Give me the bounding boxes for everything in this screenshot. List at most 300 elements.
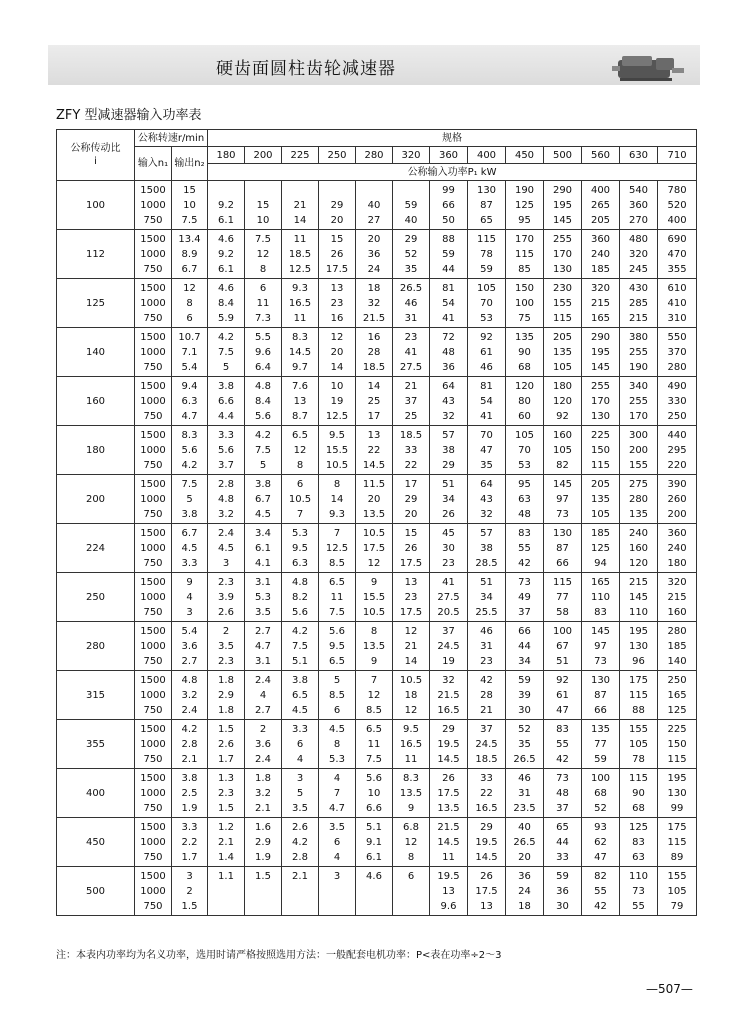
power-value: 255 bbox=[628, 347, 649, 358]
output-speed: 3.3 bbox=[181, 558, 198, 569]
ratio-group-280 bbox=[57, 622, 697, 671]
power-value: 4 bbox=[333, 852, 341, 863]
power-value: 255 bbox=[628, 396, 649, 407]
power-value: 8.4 bbox=[218, 298, 234, 309]
power-value: 4.5 bbox=[329, 724, 345, 735]
power-value: 92 bbox=[556, 675, 569, 686]
power-value: 105 bbox=[552, 362, 573, 373]
power-value: 59 bbox=[480, 264, 493, 275]
size-header-500: 500 bbox=[544, 147, 582, 164]
power-value: 29 bbox=[404, 494, 418, 505]
power-value: 2.3 bbox=[218, 788, 234, 799]
power-value: 285 bbox=[628, 298, 649, 309]
power-value: 5.6 bbox=[292, 607, 308, 618]
power-value: 3.5 bbox=[218, 641, 234, 652]
power-value: 380 bbox=[628, 332, 649, 343]
power-value: 73 bbox=[632, 886, 645, 897]
output-speed: 8.3 bbox=[181, 430, 198, 441]
power-value: 100 bbox=[590, 773, 611, 784]
power-value: 28 bbox=[367, 347, 381, 358]
power-value: 8.2 bbox=[292, 592, 308, 603]
power-value: 215 bbox=[628, 313, 649, 324]
power-value: 130 bbox=[476, 185, 497, 196]
power-value: 130 bbox=[667, 788, 687, 799]
power-value: 14.5 bbox=[475, 852, 498, 863]
power-value: 20 bbox=[404, 509, 418, 520]
power-value: 15 bbox=[256, 200, 270, 211]
power-value: 14 bbox=[330, 494, 344, 505]
power-value: 79 bbox=[670, 901, 684, 912]
power-value: 46 bbox=[518, 773, 531, 784]
power-value: 240 bbox=[628, 528, 649, 539]
input-speed: 750 bbox=[143, 509, 163, 520]
power-value: 540 bbox=[628, 185, 649, 196]
power-value: 275 bbox=[628, 479, 649, 490]
power-value: 4.5 bbox=[218, 543, 234, 554]
power-value: 6.6 bbox=[366, 803, 382, 814]
power-value: 29 bbox=[480, 822, 493, 833]
power-value: 73 bbox=[556, 773, 569, 784]
power-value: 130 bbox=[552, 264, 573, 275]
power-header: 公称输入功率P₁ kW bbox=[208, 164, 697, 181]
power-value: 170 bbox=[514, 234, 535, 245]
power-value: 3.8 bbox=[255, 479, 271, 490]
output-speed: 2.1 bbox=[181, 754, 198, 765]
output-speed: 8 bbox=[186, 298, 193, 309]
power-value: 11 bbox=[367, 739, 381, 750]
power-value: 15 bbox=[404, 528, 418, 539]
power-value bbox=[319, 884, 355, 899]
power-value: 6.4 bbox=[255, 362, 271, 373]
power-value: 8.4 bbox=[255, 396, 271, 407]
power-value: 47 bbox=[556, 705, 569, 716]
power-value: 3.3 bbox=[218, 430, 234, 441]
power-value: 130 bbox=[552, 528, 573, 539]
power-value: 8.7 bbox=[292, 411, 308, 422]
power-value: 100 bbox=[552, 626, 573, 637]
output-speed: 1.9 bbox=[181, 803, 198, 814]
power-value: 3 bbox=[222, 558, 230, 569]
power-value: 9 bbox=[407, 803, 415, 814]
power-value: 8 bbox=[370, 626, 378, 637]
power-value: 13 bbox=[404, 577, 418, 588]
power-value: 83 bbox=[518, 528, 531, 539]
power-value: 25.5 bbox=[475, 607, 498, 618]
power-value: 150 bbox=[667, 739, 687, 750]
power-value: 115 bbox=[552, 577, 573, 588]
ratio-group-500 bbox=[57, 867, 697, 916]
power-value: 53 bbox=[518, 460, 531, 471]
power-value: 9.1 bbox=[366, 837, 382, 848]
power-value: 94 bbox=[594, 558, 607, 569]
power-value: 14.5 bbox=[288, 347, 312, 358]
ratio-value: 450 bbox=[57, 818, 135, 867]
power-value: 54 bbox=[480, 396, 493, 407]
power-value: 2.4 bbox=[218, 528, 234, 539]
power-value: 13.5 bbox=[399, 788, 423, 799]
power-value: 4 bbox=[333, 773, 341, 784]
power-value: 195 bbox=[590, 347, 611, 358]
power-value: 2.6 bbox=[218, 739, 234, 750]
power-value: 83 bbox=[632, 837, 645, 848]
power-value: 1.3 bbox=[218, 773, 234, 784]
power-value: 51 bbox=[480, 577, 493, 588]
power-value: 18.5 bbox=[399, 430, 423, 441]
power-value: 99 bbox=[442, 185, 455, 196]
power-value: 19 bbox=[330, 396, 344, 407]
title-banner bbox=[48, 45, 700, 85]
power-value: 24 bbox=[367, 264, 381, 275]
power-value: 9.2 bbox=[218, 249, 234, 260]
power-value: 12 bbox=[404, 837, 418, 848]
power-value: 360 bbox=[628, 200, 649, 211]
size-header-280: 280 bbox=[356, 147, 393, 164]
power-value: 50 bbox=[442, 215, 455, 226]
power-value: 260 bbox=[667, 494, 687, 505]
power-value: 81 bbox=[442, 283, 455, 294]
power-value: 67 bbox=[556, 641, 569, 652]
reducer-product-image bbox=[612, 54, 684, 82]
input-speed: 1000 bbox=[140, 543, 166, 554]
power-value: 38 bbox=[442, 445, 455, 456]
power-value: 37 bbox=[442, 626, 455, 637]
power-value: 780 bbox=[667, 185, 687, 196]
power-value: 105 bbox=[514, 430, 535, 441]
power-value: 26 bbox=[442, 509, 455, 520]
power-value: 550 bbox=[667, 332, 687, 343]
power-value: 30 bbox=[556, 901, 569, 912]
power-value: 4.2 bbox=[255, 430, 271, 441]
power-value: 310 bbox=[667, 313, 687, 324]
power-value: 21.5 bbox=[362, 313, 386, 324]
power-value: 6 bbox=[296, 739, 304, 750]
power-value: 120 bbox=[552, 396, 573, 407]
power-value: 3.1 bbox=[255, 656, 271, 667]
power-value: 4.2 bbox=[292, 626, 308, 637]
power-value: 48 bbox=[556, 788, 569, 799]
power-value: 17.5 bbox=[437, 788, 460, 799]
power-value: 8 bbox=[407, 852, 415, 863]
power-value: 32 bbox=[442, 411, 455, 422]
output-speed: 4 bbox=[186, 592, 193, 603]
power-value: 16.5 bbox=[399, 739, 423, 750]
footnote: 注：本表内功率均为名义功率，选用时请严格按照选用方法：一般配套电机功率：P<表在功率÷2～3 bbox=[56, 950, 502, 961]
ratio-value: 112 bbox=[57, 230, 135, 279]
input-speed: 750 bbox=[143, 215, 163, 226]
output-speed: 3.8 bbox=[181, 773, 198, 784]
power-value: 8.5 bbox=[329, 558, 345, 569]
power-value: 18 bbox=[367, 283, 381, 294]
power-value: 6.7 bbox=[255, 494, 271, 505]
power-value: 100 bbox=[514, 298, 535, 309]
power-value: 33 bbox=[404, 445, 418, 456]
input-speed: 750 bbox=[143, 656, 163, 667]
power-value: 115 bbox=[552, 313, 573, 324]
power-value: 2.9 bbox=[255, 837, 271, 848]
power-value: 17 bbox=[367, 411, 381, 422]
power-value: 4.8 bbox=[218, 494, 234, 505]
power-value: 1.5 bbox=[255, 871, 271, 882]
power-value: 9.5 bbox=[403, 724, 419, 735]
power-value: 4.7 bbox=[255, 641, 271, 652]
output-speed: 5 bbox=[186, 494, 193, 505]
power-value: 41 bbox=[442, 577, 455, 588]
power-value bbox=[356, 899, 392, 914]
input-speed: 1500 bbox=[140, 626, 166, 637]
power-value: 66 bbox=[442, 200, 455, 211]
power-value: 320 bbox=[667, 577, 687, 588]
power-value: 22 bbox=[367, 445, 381, 456]
power-value bbox=[208, 884, 244, 899]
power-value: 6.5 bbox=[329, 577, 345, 588]
power-value: 130 bbox=[628, 641, 649, 652]
power-value: 200 bbox=[628, 445, 649, 456]
power-value: 5.6 bbox=[255, 411, 271, 422]
power-value: 21.5 bbox=[437, 822, 460, 833]
power-value: 36 bbox=[367, 249, 381, 260]
power-value: 4.5 bbox=[292, 705, 308, 716]
power-value: 97 bbox=[556, 494, 569, 505]
power-value: 120 bbox=[514, 381, 535, 392]
power-table bbox=[56, 129, 696, 916]
power-value: 6 bbox=[333, 705, 341, 716]
power-value: 180 bbox=[552, 381, 573, 392]
table-subtitle: ZFY 型减速器输入功率表 bbox=[56, 108, 202, 123]
power-value: 6 bbox=[333, 837, 341, 848]
power-value: 15.5 bbox=[325, 445, 349, 456]
power-value: 1.6 bbox=[255, 822, 271, 833]
power-value: 61 bbox=[556, 690, 569, 701]
power-value: 4.2 bbox=[292, 837, 308, 848]
power-value: 140 bbox=[667, 656, 687, 667]
power-value: 23 bbox=[404, 592, 418, 603]
power-value: 170 bbox=[590, 396, 611, 407]
power-value: 1.2 bbox=[218, 822, 234, 833]
input-speed-header: 输入n₁ bbox=[135, 147, 172, 181]
ratio-value: 125 bbox=[57, 279, 135, 328]
power-value: 16 bbox=[367, 332, 381, 343]
power-value: 61 bbox=[480, 347, 493, 358]
power-value: 360 bbox=[590, 234, 611, 245]
output-speed: 6.7 bbox=[181, 264, 198, 275]
ratio-group-400 bbox=[57, 769, 697, 818]
power-value: 12.5 bbox=[325, 543, 349, 554]
power-value: 135 bbox=[514, 332, 535, 343]
power-value bbox=[208, 899, 244, 914]
size-header-225: 225 bbox=[282, 147, 319, 164]
power-value: 9.2 bbox=[218, 200, 234, 211]
power-value: 59 bbox=[404, 200, 418, 211]
power-value: 36 bbox=[518, 871, 531, 882]
power-value: 10.5 bbox=[325, 460, 349, 471]
power-value: 66 bbox=[518, 626, 531, 637]
power-value: 8 bbox=[296, 460, 304, 471]
input-speed: 1000 bbox=[140, 298, 166, 309]
input-speed: 1500 bbox=[140, 185, 166, 196]
power-value: 690 bbox=[667, 234, 687, 245]
speed-header: 公称转速r/min bbox=[135, 130, 208, 147]
power-value: 2.8 bbox=[292, 852, 308, 863]
power-value: 41 bbox=[442, 313, 455, 324]
output-speed: 12 bbox=[183, 283, 196, 294]
power-value: 145 bbox=[628, 592, 649, 603]
power-value: 32 bbox=[367, 298, 381, 309]
power-value: 54 bbox=[442, 298, 455, 309]
power-value: 20 bbox=[367, 234, 381, 245]
power-value: 135 bbox=[628, 509, 649, 520]
power-value: 9 bbox=[370, 577, 378, 588]
output-speed: 10.7 bbox=[178, 332, 201, 343]
power-value: 9.7 bbox=[292, 362, 308, 373]
ratio-value: 180 bbox=[57, 426, 135, 475]
output-speed: 4.8 bbox=[181, 675, 198, 686]
power-value: 3 bbox=[333, 871, 341, 882]
power-value: 26 bbox=[404, 543, 418, 554]
power-value: 215 bbox=[590, 298, 611, 309]
power-value: 230 bbox=[552, 283, 573, 294]
power-value: 48 bbox=[442, 347, 455, 358]
power-value: 81 bbox=[480, 381, 493, 392]
power-value: 4.8 bbox=[255, 381, 271, 392]
power-value: 11 bbox=[442, 852, 455, 863]
power-value: 12 bbox=[330, 332, 344, 343]
power-value: 93 bbox=[594, 822, 607, 833]
size-header-560: 560 bbox=[582, 147, 620, 164]
ratio-group-180 bbox=[57, 426, 697, 475]
power-value: 35 bbox=[518, 739, 531, 750]
power-value bbox=[356, 183, 392, 198]
power-value: 2.3 bbox=[218, 577, 234, 588]
power-value: 7.5 bbox=[255, 445, 271, 456]
power-value: 355 bbox=[667, 264, 687, 275]
power-value: 150 bbox=[514, 283, 535, 294]
power-value: 14 bbox=[293, 215, 307, 226]
power-value: 6.1 bbox=[366, 852, 382, 863]
power-value: 215 bbox=[667, 592, 687, 603]
power-value: 115 bbox=[628, 690, 649, 701]
power-value: 17.5 bbox=[399, 607, 423, 618]
power-value: 36 bbox=[556, 886, 569, 897]
power-value: 2.8 bbox=[218, 479, 234, 490]
power-value: 195 bbox=[552, 200, 573, 211]
power-value: 5.1 bbox=[366, 822, 382, 833]
power-value: 64 bbox=[480, 479, 493, 490]
power-value: 7 bbox=[370, 675, 378, 686]
power-value: 3.8 bbox=[218, 381, 234, 392]
output-speed: 3 bbox=[186, 607, 193, 618]
power-value: 215 bbox=[628, 577, 649, 588]
power-value: 44 bbox=[518, 641, 531, 652]
power-value: 130 bbox=[590, 675, 611, 686]
power-value: 220 bbox=[667, 460, 687, 471]
power-value: 92 bbox=[556, 411, 569, 422]
power-value: 11 bbox=[293, 234, 307, 245]
power-value: 55 bbox=[556, 739, 569, 750]
power-value: 87 bbox=[556, 543, 569, 554]
power-value: 320 bbox=[628, 249, 649, 260]
input-speed: 1500 bbox=[140, 332, 166, 343]
power-value: 4.2 bbox=[218, 332, 234, 343]
input-speed: 750 bbox=[143, 460, 163, 471]
input-speed: 1500 bbox=[140, 283, 166, 294]
power-value: 6.1 bbox=[218, 215, 234, 226]
power-value: 9.6 bbox=[255, 347, 271, 358]
power-value: 180 bbox=[667, 558, 687, 569]
ratio-group-160 bbox=[57, 377, 697, 426]
output-speed: 5.4 bbox=[181, 626, 198, 637]
power-value: 7 bbox=[333, 788, 341, 799]
power-value: 99 bbox=[670, 803, 684, 814]
power-value: 65 bbox=[556, 822, 569, 833]
power-value: 49 bbox=[518, 592, 531, 603]
power-value: 32 bbox=[480, 509, 493, 520]
power-value: 7 bbox=[333, 528, 341, 539]
power-value: 77 bbox=[556, 592, 569, 603]
ratio-group-200 bbox=[57, 475, 697, 524]
power-value bbox=[393, 884, 429, 899]
power-value: 5.9 bbox=[218, 313, 234, 324]
power-value: 165 bbox=[590, 577, 611, 588]
input-speed: 1500 bbox=[140, 234, 166, 245]
page-title: 硬齿面圆柱齿轮减速器 bbox=[216, 59, 396, 79]
power-value: 47 bbox=[480, 445, 493, 456]
power-value: 27 bbox=[367, 215, 381, 226]
power-value: 14.5 bbox=[437, 837, 460, 848]
power-value: 59 bbox=[556, 871, 569, 882]
power-value: 410 bbox=[667, 298, 687, 309]
input-speed: 1500 bbox=[140, 430, 166, 441]
power-value: 120 bbox=[628, 558, 649, 569]
ratio-group-355 bbox=[57, 720, 697, 769]
power-value: 52 bbox=[594, 803, 607, 814]
power-value: 52 bbox=[518, 724, 531, 735]
output-speed: 3.2 bbox=[181, 690, 198, 701]
power-value: 360 bbox=[667, 528, 687, 539]
power-value: 205 bbox=[590, 479, 611, 490]
power-value: 64 bbox=[442, 381, 455, 392]
power-value: 97 bbox=[594, 641, 607, 652]
power-value: 21 bbox=[480, 705, 493, 716]
power-value: 87 bbox=[480, 200, 493, 211]
input-speed: 750 bbox=[143, 558, 163, 569]
power-value: 1.4 bbox=[218, 852, 234, 863]
power-value: 10.5 bbox=[362, 607, 386, 618]
output-speed: 10 bbox=[183, 200, 196, 211]
power-value: 115 bbox=[590, 460, 611, 471]
power-value: 37 bbox=[518, 607, 531, 618]
output-speed: 2.5 bbox=[181, 788, 198, 799]
power-value bbox=[282, 899, 318, 914]
power-value: 4.5 bbox=[255, 509, 271, 520]
power-value: 13 bbox=[480, 901, 493, 912]
input-speed: 750 bbox=[143, 705, 163, 716]
power-value: 29 bbox=[442, 724, 455, 735]
power-value: 14 bbox=[404, 656, 418, 667]
power-value: 15 bbox=[330, 234, 344, 245]
power-value: 12 bbox=[404, 705, 418, 716]
power-value: 59 bbox=[518, 675, 531, 686]
power-value: 105 bbox=[628, 739, 649, 750]
power-value: 520 bbox=[667, 200, 687, 211]
power-value: 1.8 bbox=[255, 773, 271, 784]
power-value: 290 bbox=[590, 332, 611, 343]
input-speed: 750 bbox=[143, 313, 163, 324]
power-value: 14 bbox=[330, 362, 344, 373]
power-value: 10 bbox=[256, 215, 270, 226]
power-value: 4.1 bbox=[255, 558, 271, 569]
size-header-630: 630 bbox=[620, 147, 658, 164]
power-value: 390 bbox=[667, 479, 687, 490]
